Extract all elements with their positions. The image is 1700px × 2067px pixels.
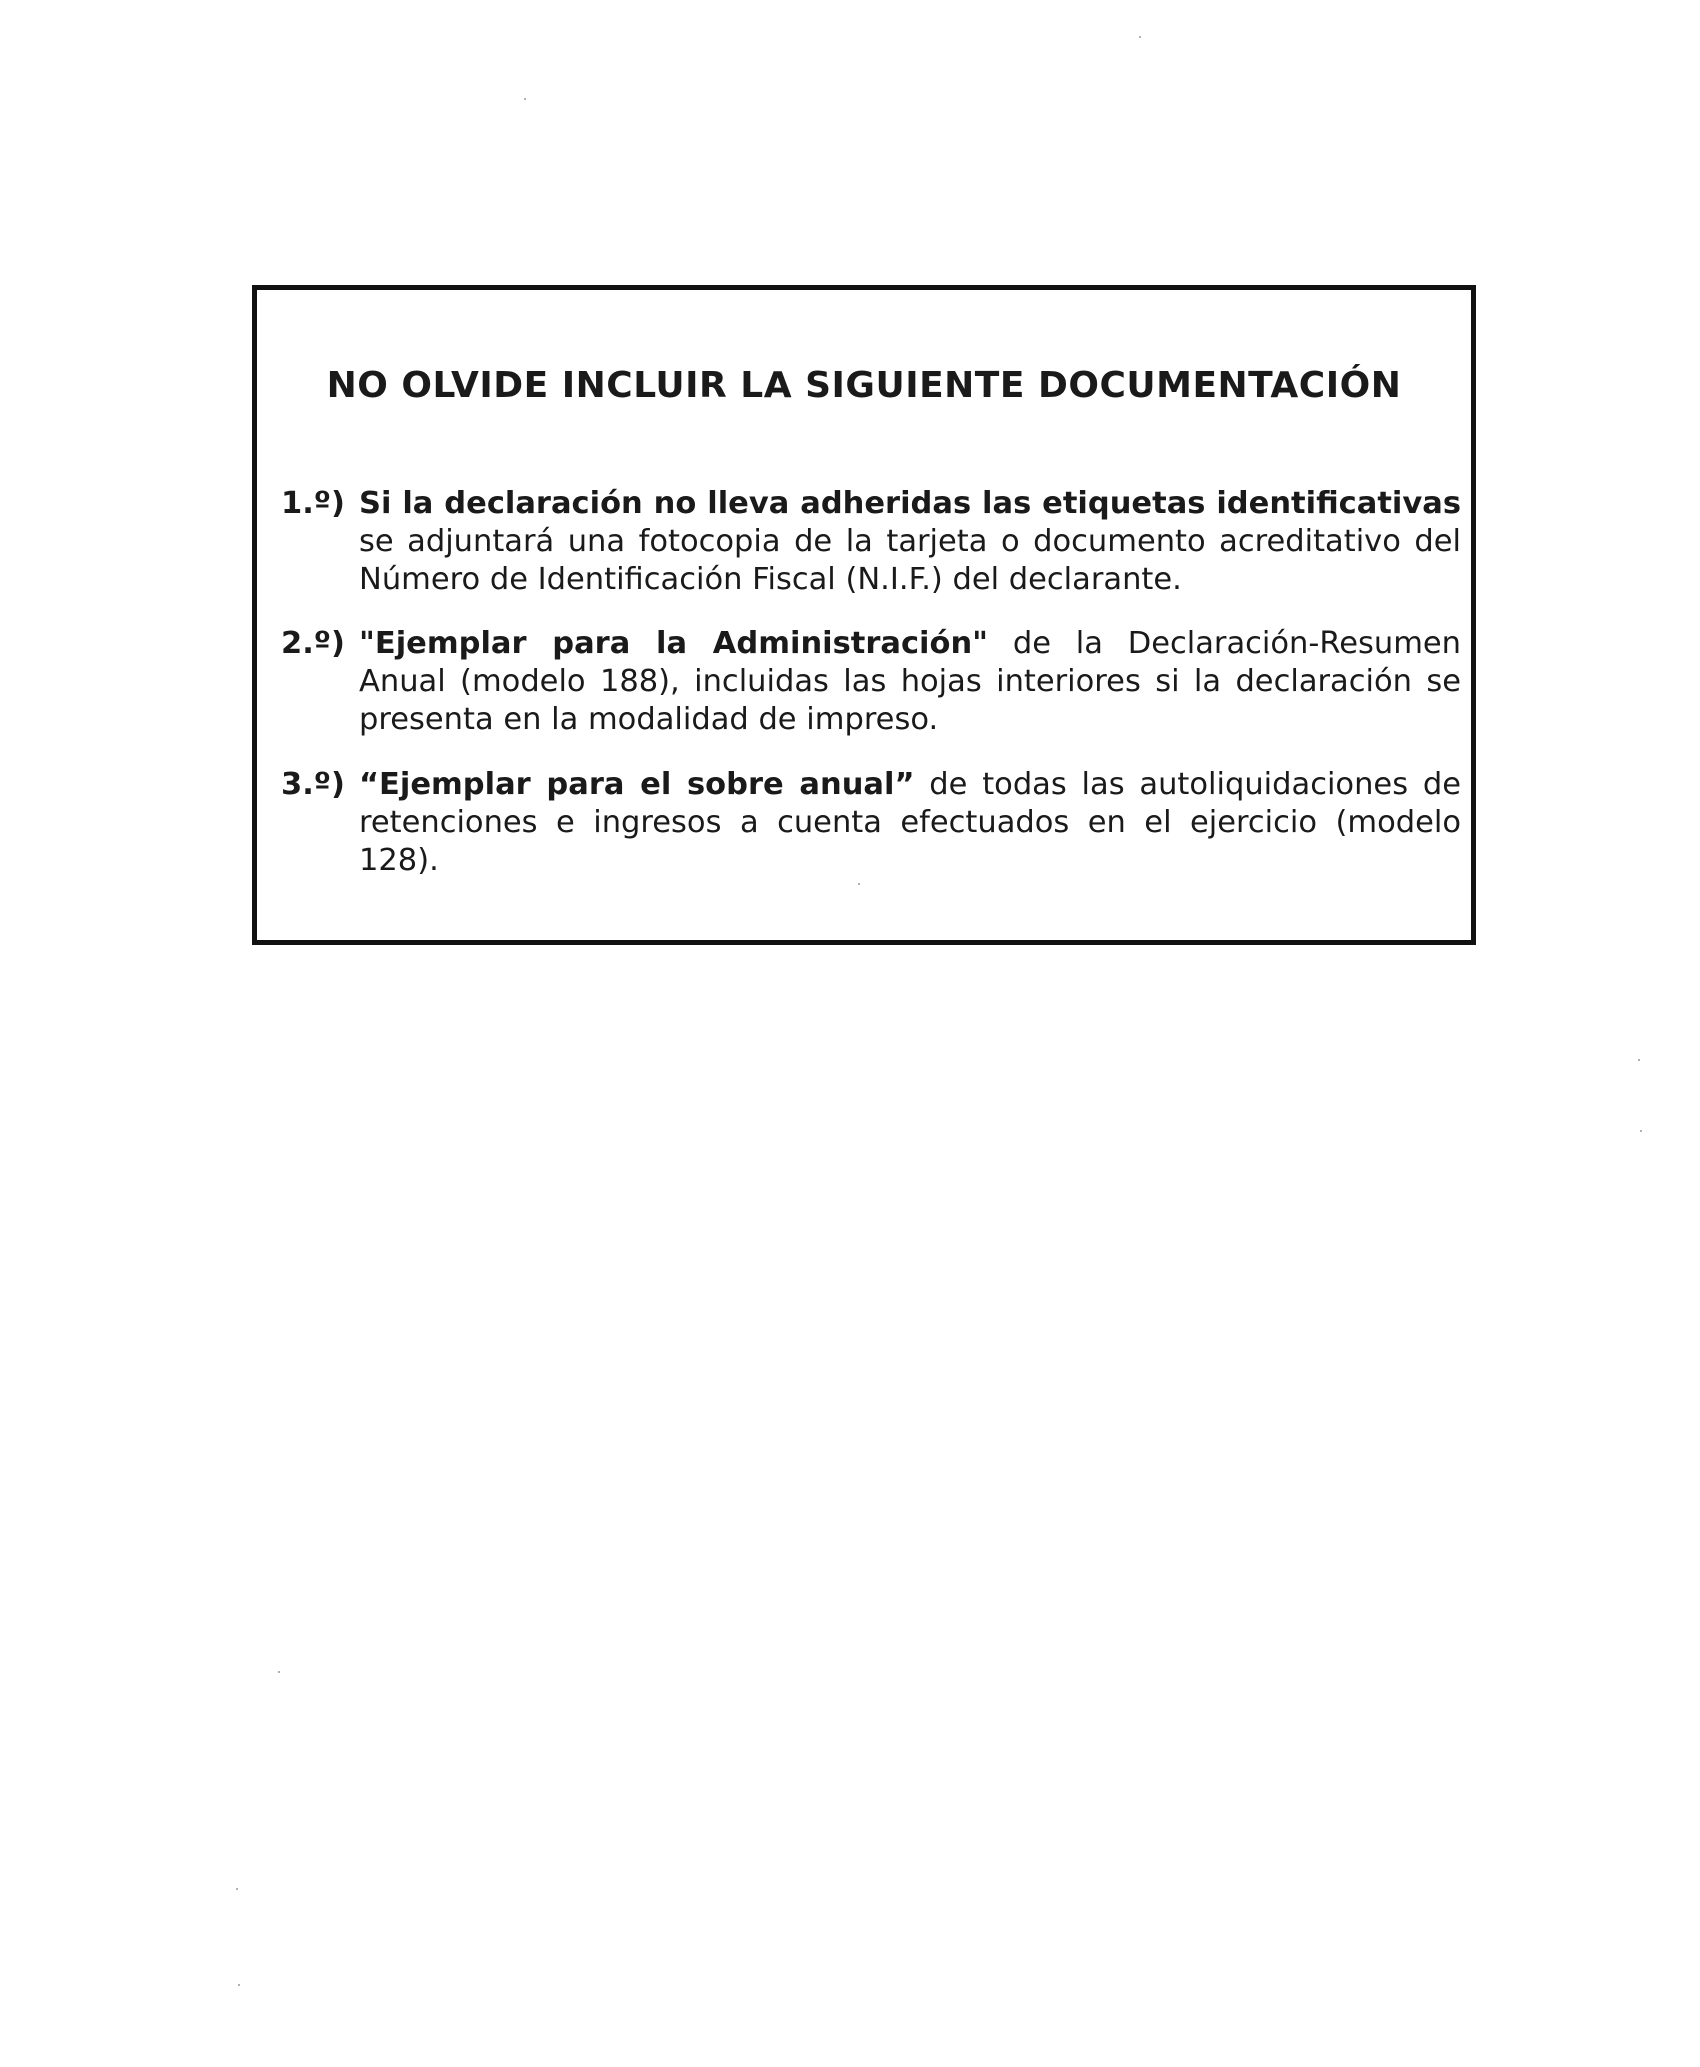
item-body-text: de todas las autoliquidaciones de retenciones e ingresos a cuenta efectuados en el ejercicio (modelo 128).: [359, 767, 1461, 878]
item-text: [359, 485, 1461, 599]
item-body-text: se adjuntará una fotocopia de la tarjeta o documento acreditativo del Número de Identificación Fiscal (N.I.F.) del declarante.: [359, 524, 1461, 597]
scan-speck: [524, 98, 526, 100]
item-number: 1.º): [281, 486, 345, 521]
item-bold-text: "Ejemplar para la Administración": [359, 626, 989, 661]
notice-title: NO OLVIDE INCLUIR LA SIGUIENTE DOCUMENTACIÓN: [326, 365, 1402, 406]
scan-speck: [236, 1888, 238, 1890]
item-number: 3.º): [281, 767, 345, 802]
list-item: [281, 766, 1461, 880]
item-text: [359, 766, 1461, 880]
scan-speck: [858, 883, 860, 885]
documentation-notice-box: [252, 285, 1476, 945]
item-bold-text: Si la declaración no lleva adheridas las etiquetas identificativas: [359, 486, 1461, 521]
scan-speck: [278, 1671, 280, 1673]
scan-speck: [238, 1984, 240, 1986]
scan-speck: [1638, 1059, 1640, 1061]
item-text: [359, 625, 1461, 739]
scan-speck: [1139, 36, 1141, 38]
item-number: 2.º): [281, 626, 345, 661]
list-item: [281, 485, 1461, 599]
scan-speck: [1640, 1130, 1642, 1132]
item-body-text: de la Declaración-Resumen Anual (modelo 188), incluidas las hojas interiores si la declaración se presenta en la modalidad de impreso.: [359, 626, 1462, 737]
item-bold-text: “Ejemplar para el sobre anual”: [359, 767, 915, 802]
list-item: [281, 625, 1461, 739]
